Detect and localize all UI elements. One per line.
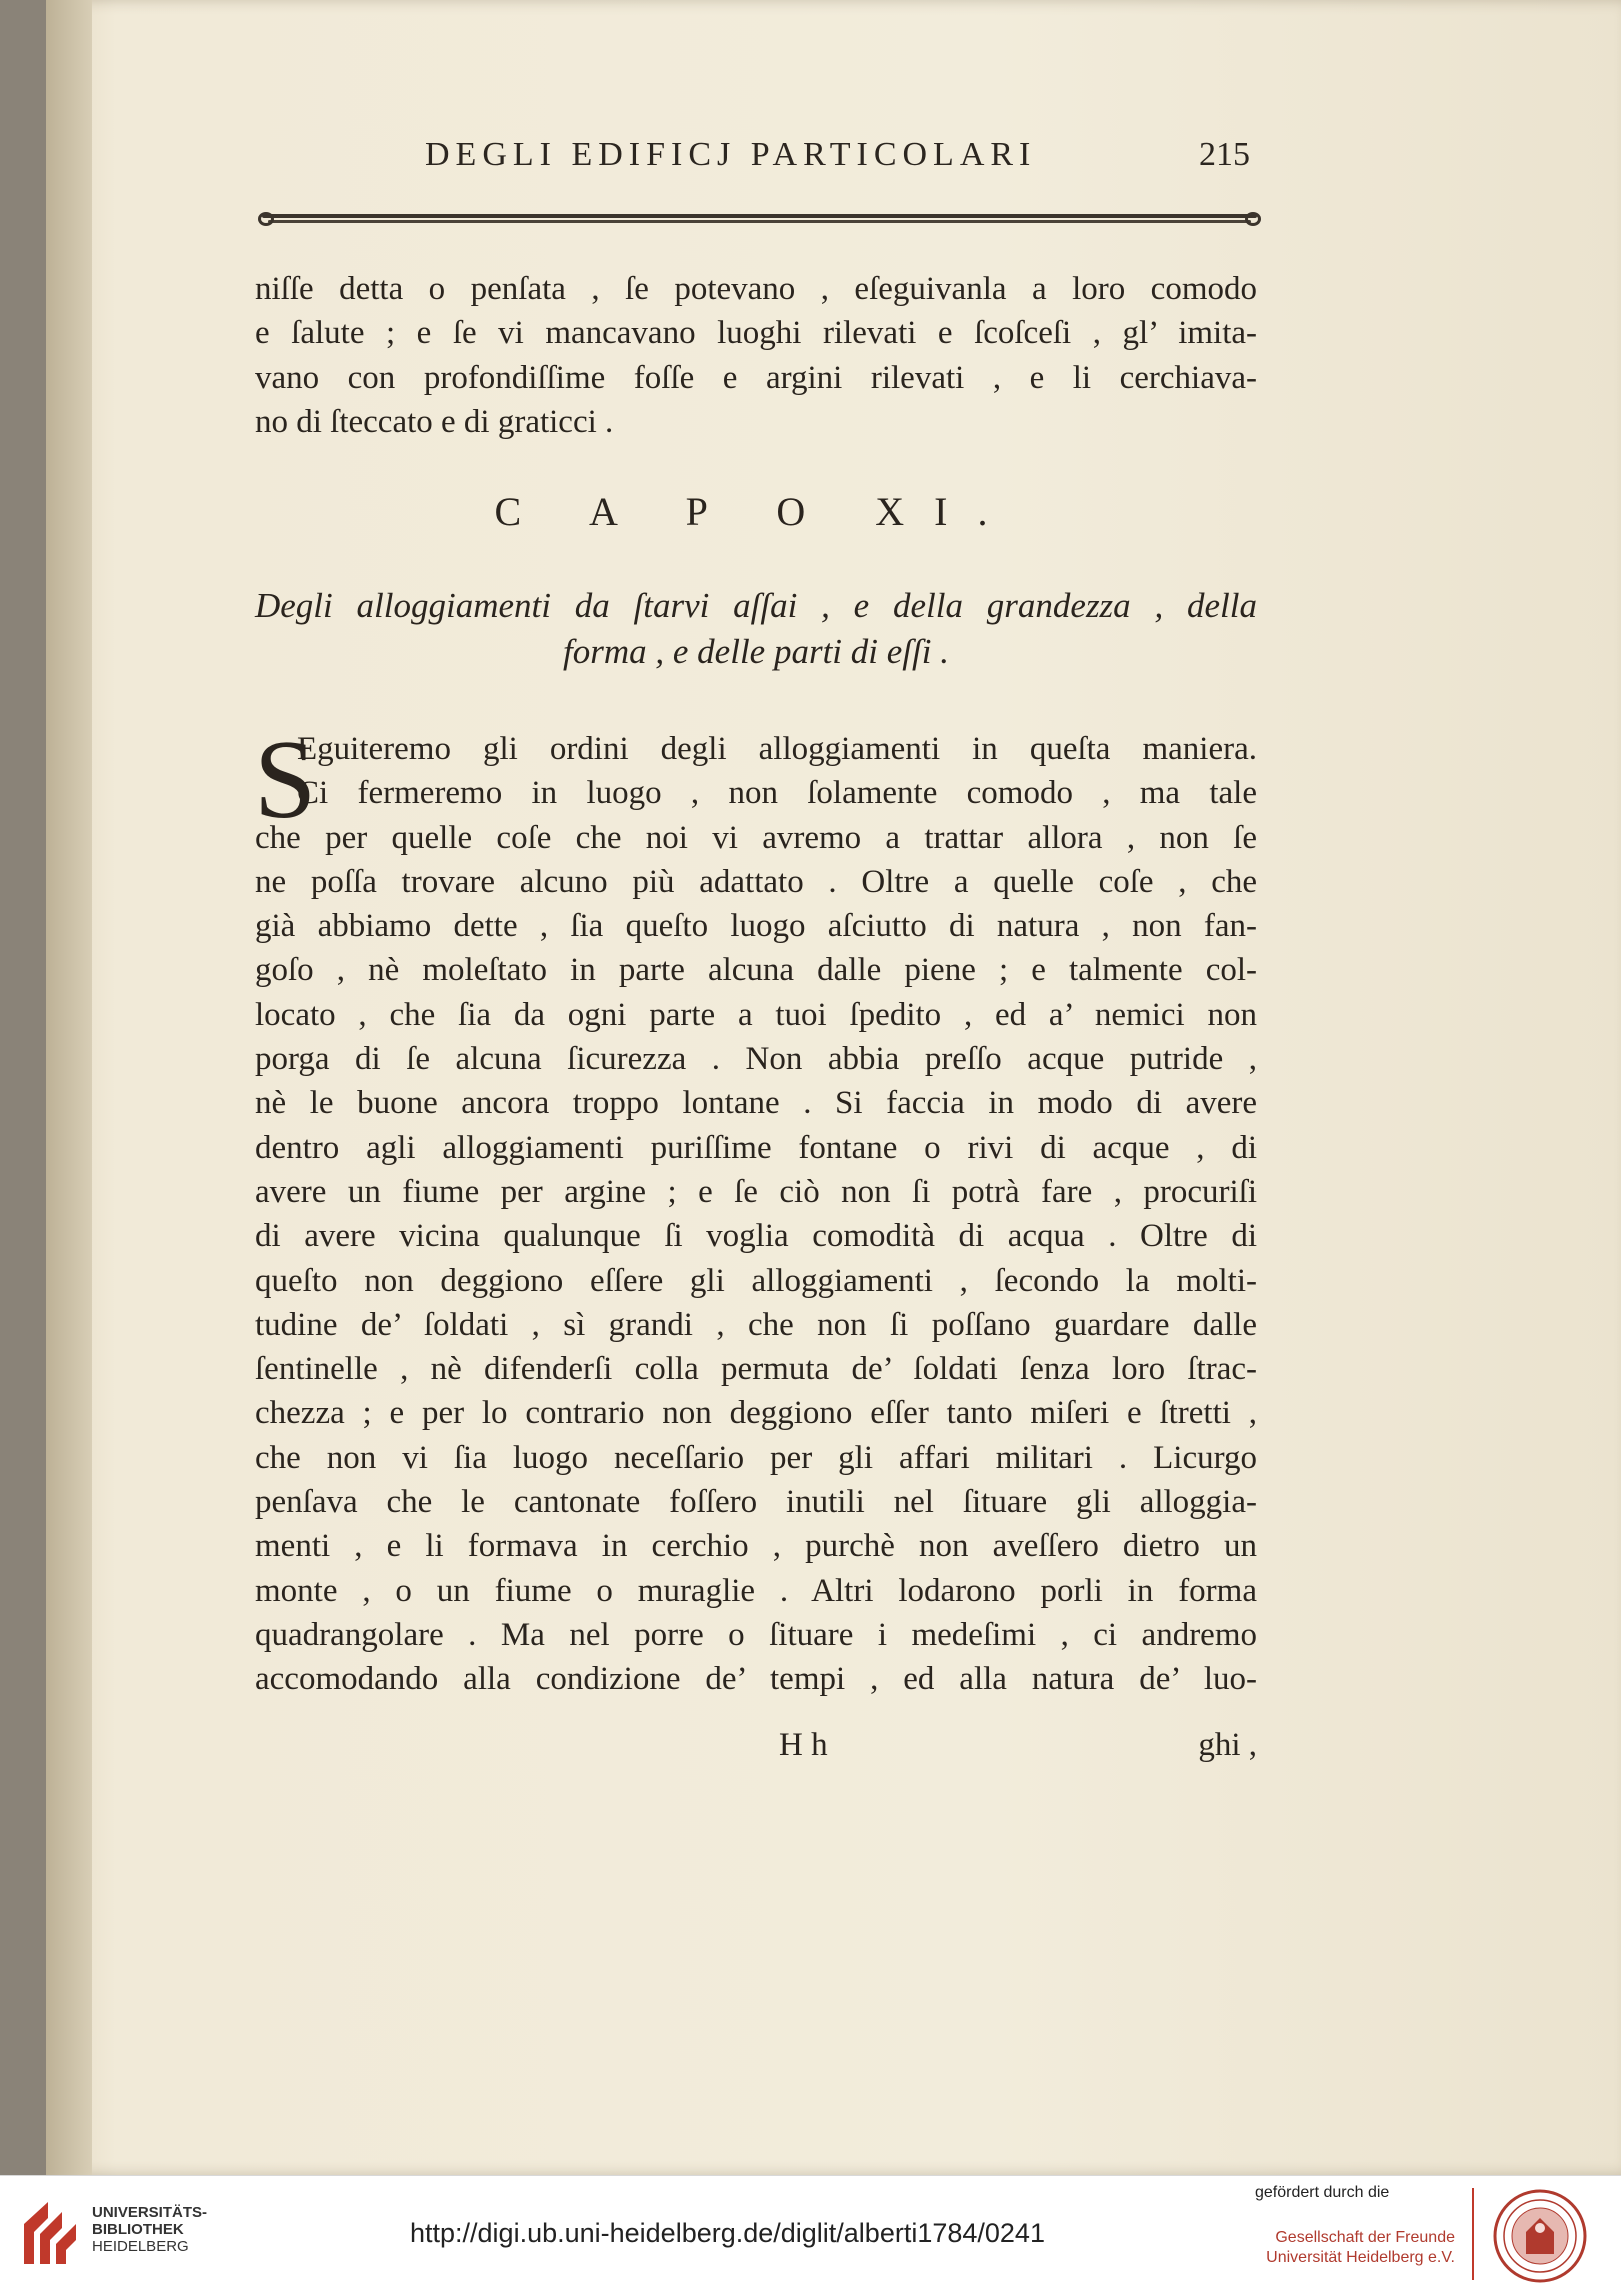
rule-end [1245,212,1261,226]
text-line: che per quelle coſe che noi vi avremo a trattar allora , non ſe [255,819,1257,856]
sponsor-name-line: Gesellschaft der Freunde [1275,2229,1455,2246]
page-number: 215 [1199,136,1250,173]
rule-end [258,212,274,226]
library-name-line: UNIVERSITÄTS- [92,2204,208,2221]
sponsor-name-line: Universität Heidelberg e.V. [1266,2249,1455,2266]
sponsor-name [1255,2228,1455,2268]
text-line: Eguiteremo gli ordini degli alloggiamenti in queſta maniera. [297,731,1257,767]
catchword: ghi , [1198,1727,1257,1763]
text-line: vano con profondiſſime foſſe e argini rilevati , e li cerchiava- [255,359,1257,396]
subtitle-line: forma , e delle parti di eſſi . [563,632,949,671]
text-line: menti , e li formava in cerchio , purchè non aveſſero dietro un [255,1528,1257,1565]
page-header [255,130,1255,190]
text-line: avere un fiume per argine ; e ſe ciò non ſi potrà fare , procuriſi [255,1173,1257,1210]
running-head: DEGLI EDIFICJ PARTICOLARI [425,136,1037,173]
text-line: goſo , nè moleſtato in parte alcuna dalle piene ; e talmente col- [255,952,1257,989]
text-line: nè le buone ancora troppo lontane . Si faccia in modo di avere [255,1085,1257,1122]
page-gutter [46,0,92,2175]
chapter-body [254,718,1257,1702]
text-line: ſentinelle , nè difenderſi colla permuta de’ ſoldati ſenza loro ſtrac- [255,1351,1257,1388]
library-name-line: BIBLIOTHEK [92,2221,184,2238]
text-line: locato , che ſia da ogni parte a tuoi ſpedito , ed a’ nemici non [255,996,1257,1033]
text-line: quadrangolare . Ma nel porre o ſituare i medeſimi , ci andremo [255,1616,1257,1653]
library-name-line: HEIDELBERG [92,2238,189,2255]
text-line: porga di ſe alcuna ſicurezza . Non abbia preſſo acque putride , [255,1041,1257,1078]
text-line: monte , o un fiume o muraglie . Altri lodarono porli in forma [255,1572,1257,1609]
chapter-subtitle [255,583,1257,675]
library-name [92,2204,232,2255]
drop-cap: S [254,718,317,842]
sponsor-divider [1472,2188,1474,2280]
sponsor-label: gefördert durch die [1255,2184,1390,2201]
text-line: niſſe detta o penſata , ſe potevano , eſeguivanla a loro comodo [255,271,1257,307]
text-line: tudine de’ ſoldati , sì grandi , che non ſi poſſano guardare dalle [255,1306,1257,1343]
text-line: penſava che le cantonate foſſero inutili nel ſituare gli alloggia- [255,1484,1257,1521]
chapter-heading: C A P O XI. [494,489,1018,534]
library-logo-icon[interactable] [18,2194,82,2272]
text-line: Ci fermeremo in luogo , non ſolamente comodo , ma tale [297,775,1257,812]
text-line: ne poſſa trovare alcuno più adattato . Oltre a quelle coſe , che [255,863,1257,900]
rule-bar [268,220,1251,223]
text-line: dentro agli alloggiamenti puriſſime fontane o rivi di acque , di [255,1129,1257,1166]
viewer-footer [0,2175,1621,2292]
page-foot [255,1727,1257,1771]
permalink[interactable]: http://digi.ub.uni-heidelberg.de/diglit/alberti1784/0241 [410,2218,1045,2248]
text-line: queſto non deggiono eſſere gli alloggiamenti , ſecondo la molti- [255,1262,1257,1299]
text-line: già abbiamo dette , ſia queſto luogo aſciutto di natura , non fan- [255,908,1257,945]
text-line: no di ſteccato e di graticci . [255,403,614,440]
text-line: chezza ; e per lo contrario non deggiono eſſer tanto miſeri e ſtretti , [255,1395,1257,1432]
text-line: accomodando alla condizione de’ tempi , ed alla natura de’ luo- [255,1661,1257,1698]
text-line: e ſalute ; e ſe vi mancavano luoghi rilevati e ſcoſceſi , gl’ imita- [255,315,1257,352]
subtitle-line: Degli alloggiamenti da ſtarvi aſſai , e della grandezza , della [255,586,1257,625]
paragraph-continuation [255,267,1257,444]
signature-mark: H h [779,1727,828,1763]
header-rule [262,212,1257,226]
text-line: che non vi ſia luogo neceſſario per gli affari militari . Licurgo [255,1439,1257,1476]
text-line: di avere vicina qualunque ſi voglia comodità di acqua . Oltre di [255,1218,1257,1255]
university-seal-icon[interactable] [1492,2188,1588,2284]
rule-bar [262,214,1257,218]
